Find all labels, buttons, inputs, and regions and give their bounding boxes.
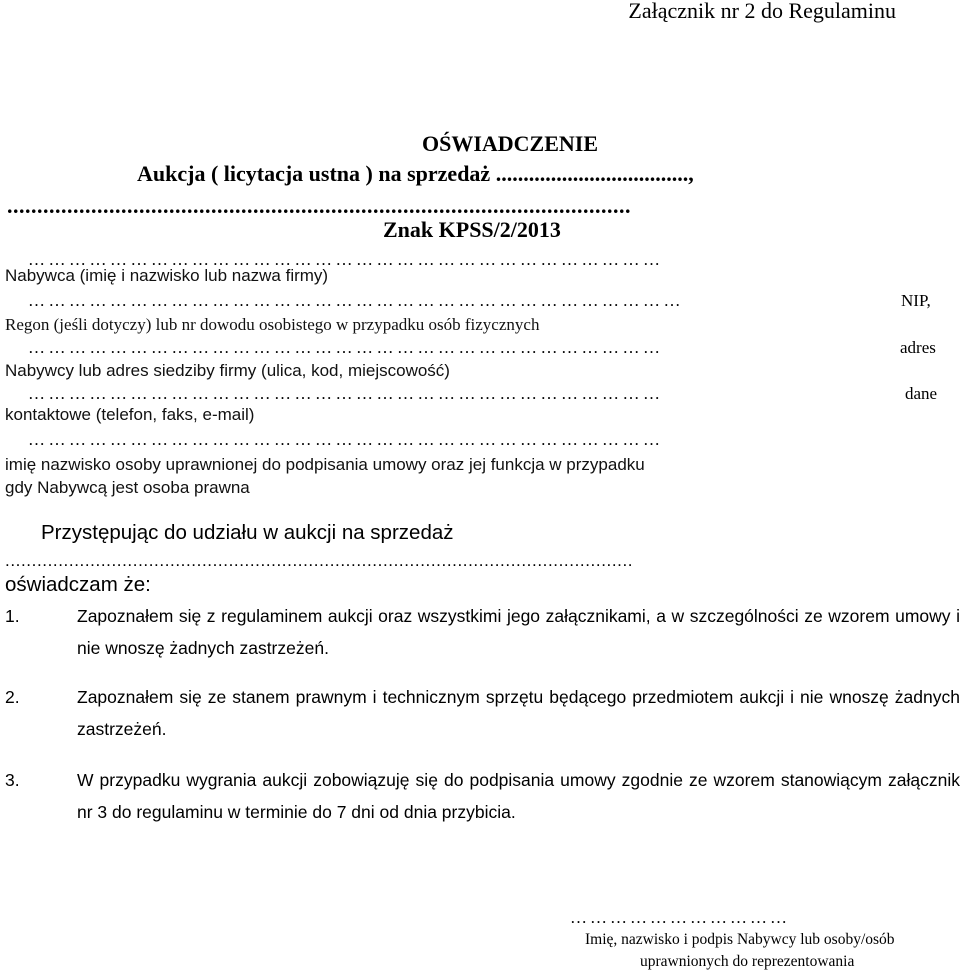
document-title: OŚWIADCZENIE: [421, 131, 599, 156]
regon-label: Regon (jeśli dotyczy) lub nr dowodu osobistego w przypadku osób fizycznych: [5, 315, 540, 334]
address-label: Nabywcy lub adres siedziby firmy (ulica, kod, miejscowość): [5, 361, 450, 380]
address-dots: …………………………………………………………………………………: [28, 338, 664, 357]
reference-number: Znak KPSS/2/2013: [383, 217, 561, 242]
signature-caption-cont: uprawnionych do reprezentowania: [640, 953, 855, 970]
item-text: Zapoznałem się ze stanem prawnym i technicznym sprzętu będącego przedmiotem aukcji i nie wnoszę żadnych zastrzeżeń.: [77, 687, 960, 739]
annex-label: Załącznik nr 2 do Regulaminu: [628, 0, 896, 23]
item-number: 1.: [5, 606, 20, 626]
signatory-label-cont: gdy Nabywcą jest osoba prawna: [5, 478, 250, 497]
buyer-name-dots: …………………………………………………………………………………: [28, 250, 664, 269]
signature-caption: Imię, nazwisko i podpis Nabywcy lub osoby/osób: [585, 931, 895, 948]
contact-label: kontaktowe (telefon, faks, e-mail): [5, 405, 255, 424]
signatory-dots: …………………………………………………………………………………: [28, 430, 664, 449]
contact-dots: …………………………………………………………………………………: [28, 384, 664, 403]
signature-dots: ……………………………: [570, 908, 790, 927]
item-number: 2.: [5, 687, 20, 707]
item-text: W przypadku wygrania aukcji zobowiązuję się do podpisania umowy zgodnie ze wzorem stanowiącym załącznik nr 3 do regulaminu w terminie do 7 dni od dnia przybicia.: [77, 770, 960, 822]
address-label-end: adres: [900, 338, 936, 357]
nip-dots: ……………………………………………………………………………………: [28, 291, 684, 310]
declaration-lead: oświadczam że:: [5, 573, 151, 596]
declaration-item-3: [5, 764, 960, 828]
item-number: 3.: [5, 770, 20, 790]
declaration-item-1: [5, 600, 960, 664]
signatory-label: imię nazwisko osoby uprawnionej do podpisania umowy oraz jej funkcja w przypadku: [5, 455, 645, 474]
intro-dots: ......................................................................................................................: [5, 551, 634, 570]
subtitle-dots: ........................................................................................................: [7, 193, 631, 218]
intro-text: Przystępując do udziału w aukcji na sprzedaż: [41, 521, 454, 544]
item-text: Zapoznałem się z regulaminem aukcji oraz wszystkimi jego załącznikami, a w szczególności ze wzorem umowy i nie wnoszę żadnych zastrzeżeń.: [77, 606, 960, 658]
declaration-item-2: [5, 681, 960, 745]
buyer-name-label: Nabywca (imię i nazwisko lub nazwa firmy): [5, 266, 329, 285]
nip-label: NIP,: [901, 291, 931, 310]
auction-subtitle: Aukcja ( licytacja ustna ) na sprzedaż ...................................,: [137, 161, 694, 186]
contact-label-end: dane: [905, 384, 938, 403]
